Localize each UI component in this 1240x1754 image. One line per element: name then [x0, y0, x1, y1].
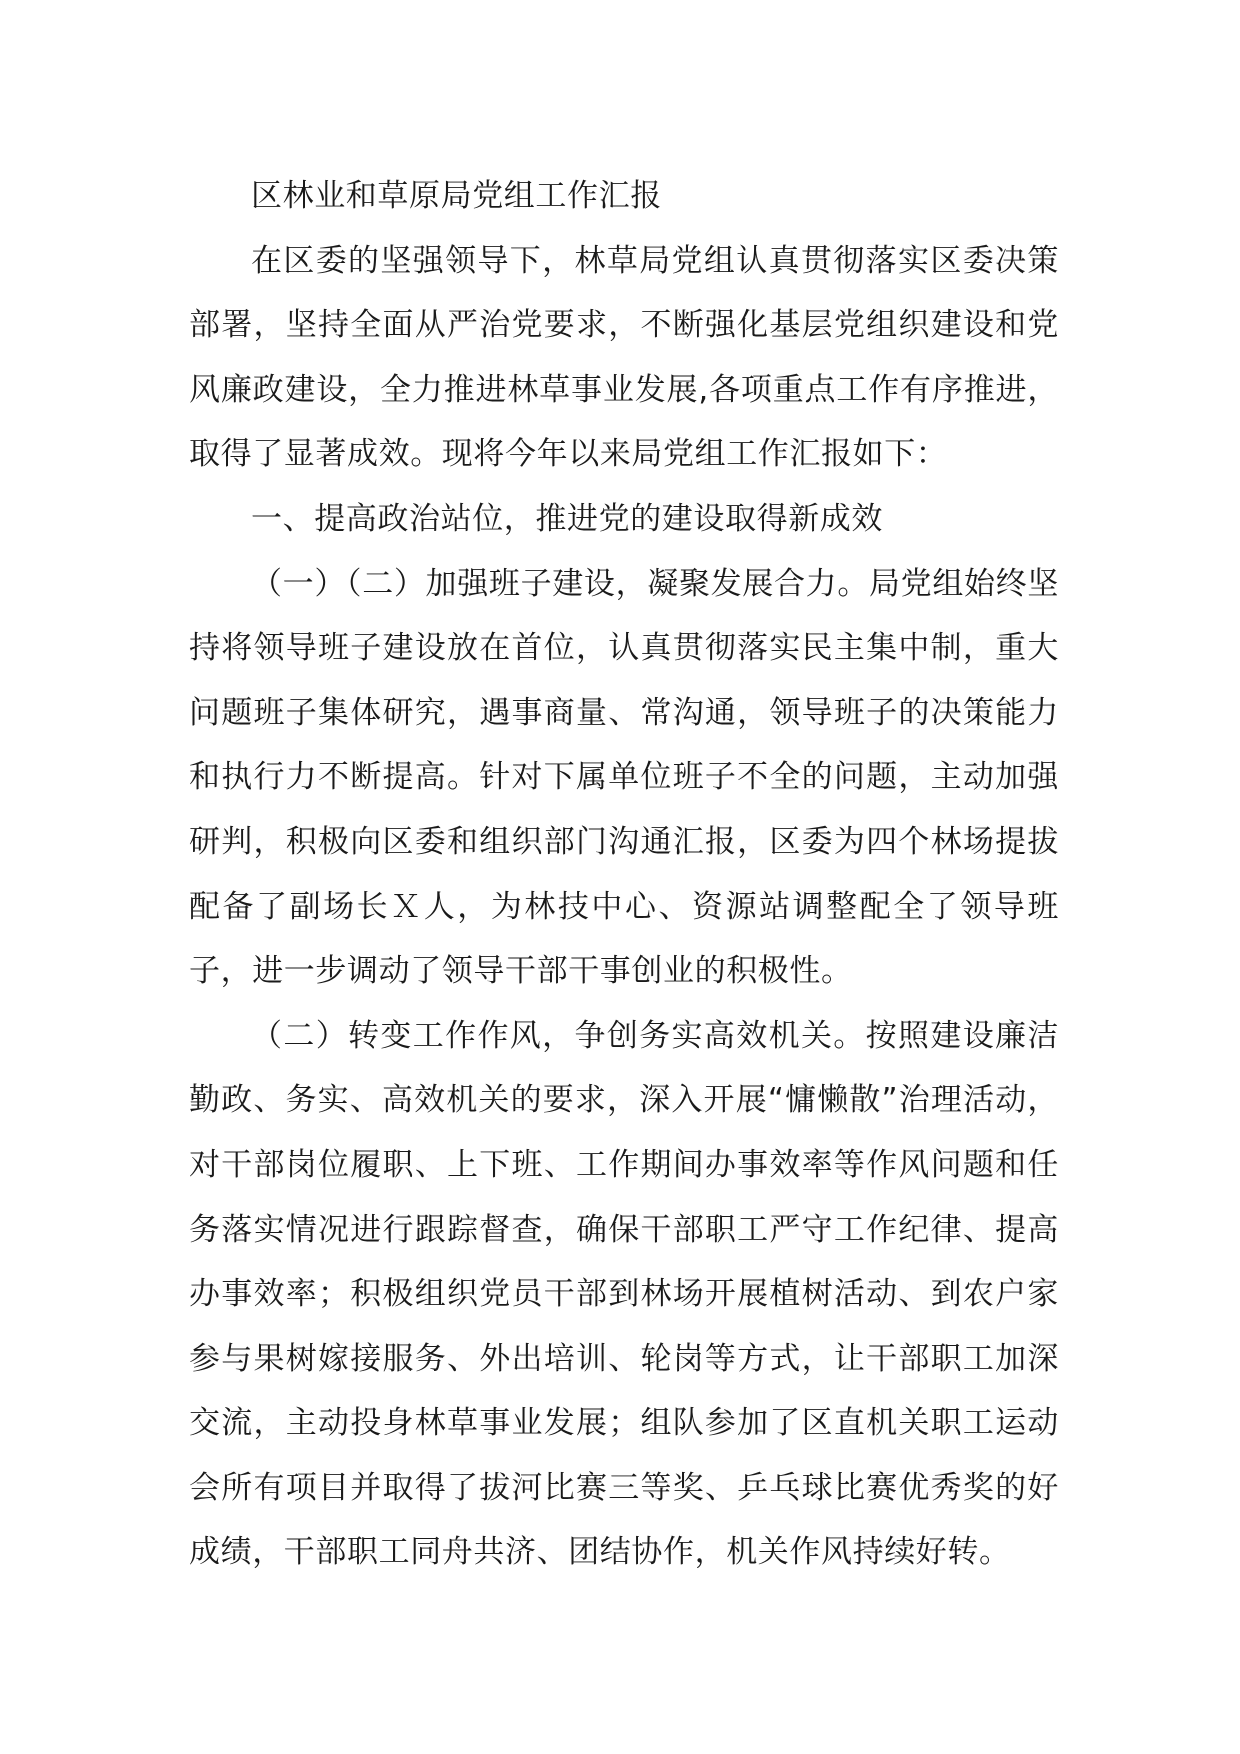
body-paragraph: （一）（二）加强班子建设，凝聚发展合力。局党组始终坚持将领导班子建设放在首位，认真贯彻落实民主集中制，重大问题班子集体研究，遇事商量、常沟通，领导班子的决策能力和执行力不断提高。针对下属单位班子不全的问题，主动加强研判，积极向区委和组织部门沟通汇报，区委为四个林场提拔配备了副场长Ｘ人，为林技中心、资源站调整配全了领导班子，进一步调动了领导干部干事创业的积极性。	[189, 565, 1059, 990]
document-body	[189, 164, 1059, 1585]
intro-paragraph: 在区委的坚强领导下，林草局党组认真贯彻落实区委决策部署，坚持全面从严治党要求，不断强化基层党组织建设和党风廉政建设，全力推进林草事业发展,各项重点工作有序推进，取得了显著成效。现将今年以来局党组工作汇报如下：	[189, 242, 1059, 473]
document-title: 区林业和草原局党组工作汇报	[251, 178, 662, 214]
body-paragraph: （二）转变工作作风，争创务实高效机关。按照建设廉洁勤政、务实、高效机关的要求，深入开展“慵懒散”治理活动，对干部岗位履职、上下班、工作期间办事效率等作风问题和任务落实情况进行跟踪督查，确保干部职工严守工作纪律、提高办事效率；积极组织党员干部到林场开展植树活动、到农户家参与果树嫁接服务、外出培训、轮岗等方式，让干部职工加深交流，主动投身林草事业发展；组队参加了区直机关职工运动会所有项目并取得了拔河比赛三等奖、乒乓球比赛优秀奖的好成绩，干部职工同舟共济、团结协作，机关作风持续好转。	[189, 1017, 1059, 1571]
section-heading: 一、提高政治站位，推进党的建设取得新成效	[251, 500, 883, 537]
